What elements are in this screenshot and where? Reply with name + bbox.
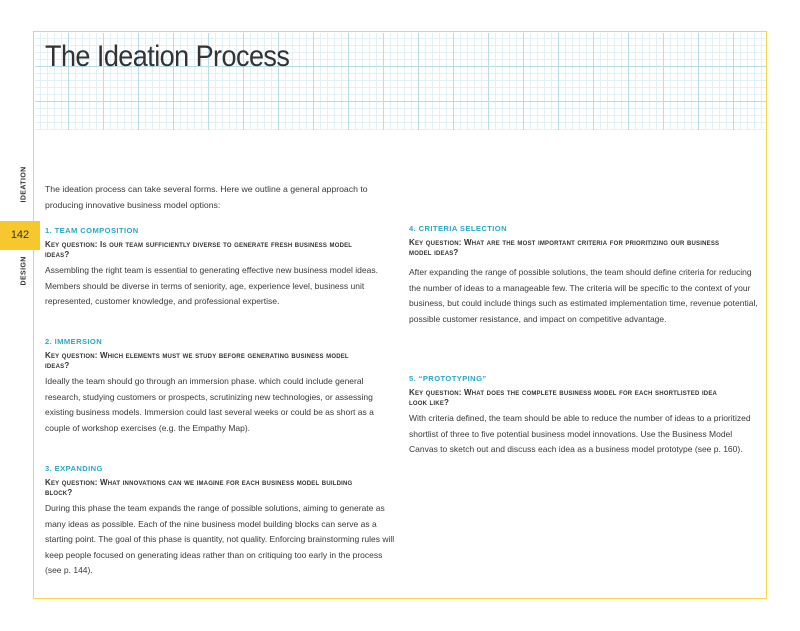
section-body: Assembling the right team is essential to generating effective new business model ideas. Members should be diverse in terms of seniority, age, experience level, business unit represented, customer knowledge, and professional expertise. — [45, 265, 378, 307]
section-body: Ideally the team should go through an immersion phase. which could include general research, studying customers or prospects, scrutinizing new technologies, or assessing existing business models. Immersion could last several weeks or could be as short as a couple of workshop exercises (e.g. the Empathy Map). — [45, 376, 374, 433]
section-title: 1. TEAM COMPOSITION — [45, 226, 139, 235]
section-expanding — [45, 464, 395, 579]
section-question: Key question: What innovations can we imagine for each business model building block? — [45, 478, 353, 497]
section-question: Key question: Is our team sufficiently diverse to generate fresh business model ideas? — [45, 240, 353, 259]
section-body: After expanding the range of possible solutions, the team should define criteria for reducing the number of ideas to a manageable few. The criteria will be specific to the context of your business, but could include things such as estimated implementation time, revenue potential, possible customer resistance, and impact on competitive advantage. — [409, 267, 758, 324]
section-title: 5. “PROTOTYPING” — [409, 374, 487, 383]
section-team-composition — [45, 226, 395, 310]
side-label-ideation: IDEATION — [20, 166, 28, 203]
page-number: 142 — [10, 229, 30, 241]
section-immersion — [45, 337, 395, 436]
side-label-design: DESIGN — [20, 256, 28, 286]
section-criteria-selection — [409, 224, 759, 327]
section-question: Key question: Which elements must we study before generating business model ideas? — [45, 351, 349, 370]
section-body: With criteria defined, the team should be able to reduce the number of ideas to a prioritized shortlist of three to five potential business model innovations. Use the Business Model Canvas to sketch out and discuss each idea as a business model prototype (see p. 160). — [409, 413, 751, 455]
section-body: During this phase the team expands the range of possible solutions, aiming to generate as many ideas as possible. Each of the nine business model building blocks can serve as a starting point. The goal of this phase is quantity, not quality. Enforcing brainstorming rules will keep people focused on generating ideas rather than on critiquing too early in the process (see p. 144). — [45, 503, 395, 576]
section-question: Key question: What does the complete business model for each shortlisted idea look like? — [409, 388, 718, 407]
section-title: 3. EXPANDING — [45, 464, 103, 473]
section-title: 4. CRITERIA SELECTION — [409, 224, 507, 233]
page-title: The Ideation Process — [45, 40, 290, 73]
section-question: Key question: What are the most important criteria for prioritizing our business model ideas? — [409, 238, 720, 257]
intro-paragraph: The ideation process can take several forms. Here we outline a general approach to producing innovative business model options: — [45, 184, 368, 210]
section-prototyping — [409, 374, 759, 458]
section-title: 2. IMMERSION — [45, 337, 103, 346]
